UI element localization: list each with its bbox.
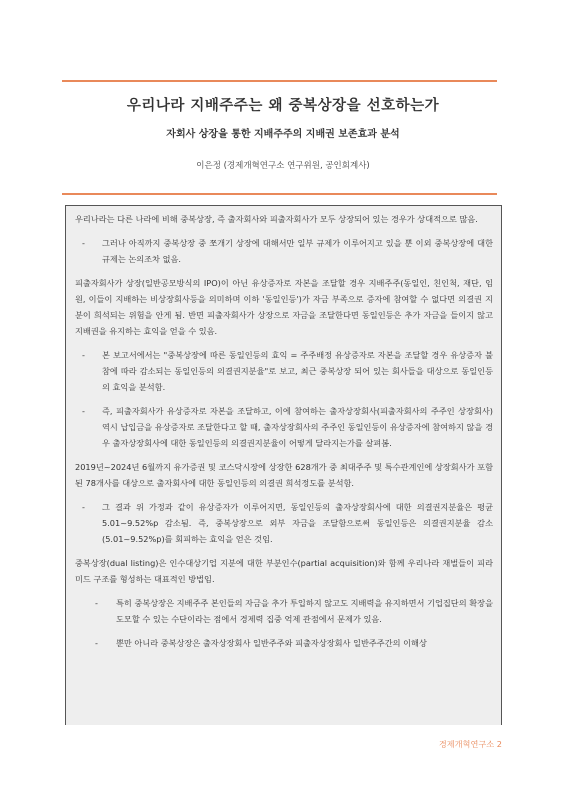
summary-bullet [75,499,493,547]
author-line: 이은정 (경제개혁연구소 연구위원, 공인회계사) [196,161,370,171]
report-subtitle: 자회사 상장을 통한 지배주주의 지배권 보존효과 분석 [166,129,400,140]
dash-marker: - [82,502,85,512]
summary-paragraph: 중복상장(dual listing)은 인수대상기업 지분에 대한 부분인수(partial acquisition)와 함께 우리나라 재벌들이 피라미드 구조를 형성하는 대표적인 방법임. [75,558,493,584]
summary-paragraph: 피출자회사가 상장(일반공모방식의 IPO)이 아닌 유상증자로 자본을 조달할 경우 지배주주(동일인, 친인척, 재단, 임원, 이들이 지배하는 비상장회사등을 의미하며 이하 '동일인등')가 자금 부족으로 증자에 참여할 수 없다면 의결권 지분이 희석되는 위험을 안게 됨. 반면 피출자회사가 상장으로 자금을 조달한다면 동일인등은 추가 자금을 들이지 않고 지배권을 유지하는 효익을 얻을 수 있음. [75,278,493,336]
top-divider [62,80,497,82]
summary-box [65,205,502,725]
dash-marker: - [82,406,85,416]
summary-paragraph: 2019년~2024년 6월까지 유가증권 및 코스닥시장에 상장한 628개가 중 최대주주 및 특수관계인에 상장회사가 포함된 78개사를 대상으로 출자회사에 대한 동일인등의 의결권 희석정도를 분석함. [75,462,493,488]
dash-marker: - [82,350,85,360]
dash-marker: - [95,638,98,648]
page-footer: 경제개혁연구소 2 [438,739,502,749]
bullet-text: 본 보고서에서는 "중복상장에 따른 동일인등의 효익 = 주주배정 유상증자로 자본을 조달할 경우 유상증자 불참에 따라 감소되는 동일인등의 의결권지분율"로 보고, 최근 중복상장 되어 있는 회사들을 대상으로 동일인등의 효익을 분석함. [102,350,493,392]
bullet-text: 뿐만 아니라 중복상장은 출자상장회사 일반주주와 피출자상장회사 일반주주간의 이해상 [116,638,427,648]
bullet-text: 그러나 아직까지 중복상장 중 쪼개기 상장에 대해서만 일부 규제가 이루어지고 있을 뿐 이외 중복상장에 대한 규제는 논의조차 없음. [102,238,493,264]
dash-marker: - [82,238,85,248]
dash-marker: - [95,598,98,608]
summary-bullet [75,403,493,451]
summary-bullet [75,595,493,627]
bullet-text: 그 결과 위 가정과 같이 유상증자가 이루어지면, 동일인등의 출자상장회사에 대한 의결권지분율은 평균 5.01~9.52%p 감소됨. 즉, 중복상장으로 외부 자금을 조달함으로써 동일인등은 의결권지분율 감소(5.01~9.52%p)를 회피하는 효익을 얻은 것임. [102,502,493,544]
summary-content [75,211,493,651]
bullet-text: 특히 중복상장은 지배주주 본인들의 자금을 추가 투입하지 않고도 지배력을 유지하면서 기업집단의 확장을 도모할 수 있는 수단이라는 점에서 경제력 집중 억제 관점에서 문제가 있음. [116,598,493,624]
summary-bullet [75,235,493,267]
summary-bullet [75,635,493,651]
bottom-divider [62,193,497,195]
summary-bullet [75,347,493,395]
summary-paragraph: 우리나라는 다른 나라에 비해 중복상장, 즉 출자회사와 피출자회사가 모두 상장되어 있는 경우가 상대적으로 많음. [75,214,478,224]
bullet-text: 즉, 피출자회사가 유상증자로 자본을 조달하고, 이에 참여하는 출자상장회사(피출자회사의 주주인 상장회사) 역시 납입금을 유상증자로 조달한다고 할 때, 출자상장회사의 주주인 동일인등이 유상증자에 참여하지 않을 경우 출자상장회사에 대한 동일인등의 의결권지분율이 어떻게 달라지는가를 살펴봄. [102,406,493,448]
report-title: 우리나라 지배주주는 왜 중복상장을 선호하는가 [126,98,440,114]
